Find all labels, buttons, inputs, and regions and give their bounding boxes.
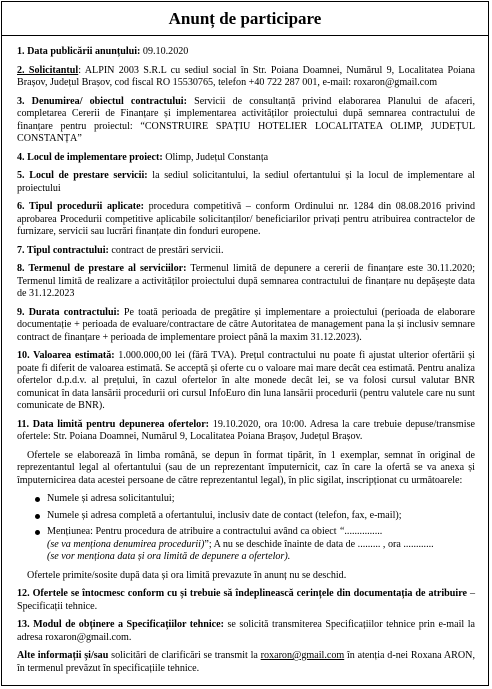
item-label: 5. Locul de prestare servicii:: [17, 170, 148, 181]
bullet-icon: [35, 530, 40, 535]
item-text: contract de prestări servicii.: [108, 244, 224, 256]
item-text: 1.000.000,00 lei (fără TVA). Prețul contractului nu poate fi ajustat ulterior ofertării și poate fi diferit de valoarea estimată. Se acceptă și oferte cu o valoare mai mare decât cea estimată. Pentru analiza ofertelor d.p.d.v. al prețului, în cazul ofertelor în alte monede decât lei, se va folosi cursul valutar BNR comunicat în data lansării procedurii ori cursul InfoEuro din luna lansării procedurii (pentru valutele care nu sunt comunicate de BNR).: [17, 350, 475, 411]
item-procedure-type: [17, 201, 475, 239]
item-text: 09.10.2020: [140, 46, 189, 57]
item-label: 8. Termenul de prestare al serviciilor:: [17, 263, 187, 274]
bullet-icon: [35, 497, 40, 502]
item-label: 9. Durata contractului:: [17, 306, 120, 318]
item-estimated-value: [17, 350, 475, 413]
mention-prefix: Mențiunea: Pentru procedura de atribuire a contractului având ca obiect: [47, 526, 340, 537]
bullet-text: Numele și adresa completă a ofertantului, inclusiv date de contact (telefon, fax, e-mail);: [47, 509, 402, 521]
item-label: 6. Tipul procedurii aplicate:: [17, 201, 144, 212]
announcement-page: [1, 1, 489, 686]
announcement-title: Anunț de participare: [2, 2, 488, 36]
item-label: 13. Modul de obținere a Specificațiilor tehnice:: [17, 619, 224, 630]
item-text: Olimp, Județul Constanța: [162, 151, 269, 163]
item-text: la sediul solicitantului, la sediul ofertantului și la locul de implementare al proiectului: [17, 170, 475, 194]
item-offer-deadline: [17, 419, 475, 444]
item-text: Servicii de consultanță privind elaborarea Planului de afaceri, completarea Cererii de Finanțare și implementarea activităților proiectului după semnarea contractului de finanțare pentru proiectul: “CONSTRUIRE SPAȚIU HOTELIER LOCALITATEA OLIMP, JUDEȚUL CONSTANȚA”: [17, 95, 475, 144]
item-label: 7. Tipul contractului:: [17, 244, 109, 256]
list-item: [37, 510, 475, 523]
item-text: se solicită transmiterea Specificațiilor tehnice prin e-mail la adresa roxaron@gmail.com.: [17, 619, 475, 643]
offers-paragraph: Ofertele se elaborează în limba română, se depun în format tipărit, în 1 exemplar, semnat în original de reprezentantul legal al ofertantului (sau de un reprezentant împuternicit, caz în care la ofertă se va anexa și împuternicirea data acestei persoane de către reprezentantul legal), în plic sigilat, inscripționat cu următoarele:: [17, 449, 475, 486]
late-offers-note: Ofertele primite/sosite după data și ora limită prevazute în anunț nu se deschid.: [27, 569, 347, 581]
item-text: – Specificații tehnice.: [17, 588, 476, 612]
item-specifications: [17, 619, 475, 644]
mention-italic-deadline: (se vor menționa data și ora limită de depunere a ofertelor).: [47, 551, 291, 562]
other-information: [17, 650, 475, 675]
other-info-label: Alte informații și/sau: [17, 650, 109, 661]
item-text: Pe toată perioada de pregătire și implementare a proiectului (perioada de elaborare documentație + perioada de evaluare/contractare de către Autoritatea de management pana la și inclusiv semnare contract de finanțare + perioada de implementare proiect până la maxim 31.12.2023).: [17, 306, 475, 343]
envelope-inscription-list: [37, 493, 475, 564]
item-contract-type: [17, 245, 475, 258]
item-text: procedura competitivă – conform Ordinului nr. 1284 din 08.08.2016 privind aprobarea Procedurii competitive aplicabile solicitanților/ beneficiarilor privați pentru atribuirea contractelor de furnizare, servicii sau lucrări finanțate din fonduri europene.: [17, 201, 475, 237]
item-label: 1. Data publicării anunțului:: [17, 46, 141, 57]
item-label: 2. Solicitantul: [17, 64, 79, 76]
item-text: Termenul limită de depunere a cererii de finanțare este 30.11.2020; Termenul limită de realizare a activităților proiectului după semnarea contractului de finanțare nu depășește data de 31.12.2023: [17, 263, 475, 299]
list-item: [37, 493, 475, 506]
item-service-term: [17, 263, 475, 301]
list-item: [37, 526, 475, 564]
item-text: 19.10.2020, ora 10:00. Adresa la care trebuie depuse/transmise ofertele: Str. Poiana Doamnei, Numărul 9, Localitatea Poiana Brașov, Județul Brașov.: [17, 418, 475, 442]
item-implementation-place: [17, 152, 475, 165]
announcement-body: [2, 36, 488, 675]
item-applicant: [17, 65, 475, 90]
item-label: 4. Locul de implementare proiect:: [17, 151, 163, 163]
other-info-text: solicitări de clarificări se transmit la: [108, 650, 261, 661]
mention-mid: ”; A nu se deschide înainte de data de ......... , ora ............: [204, 538, 434, 550]
bullet-text: Numele și adresa solicitantului;: [47, 493, 175, 504]
item-publication-date: [17, 46, 475, 59]
item-contract-object: [17, 96, 475, 146]
contact-email-link[interactable]: roxaron@gmail.com: [260, 650, 345, 661]
item-documentation: [17, 588, 475, 613]
item-contract-duration: [17, 307, 475, 345]
mention-blank: “...............: [339, 526, 383, 537]
item-label: 3. Denumirea/ obiectul contractului:: [17, 95, 187, 107]
item-label: 11. Data limită pentru depunerea ofertelor:: [17, 418, 210, 430]
item-label: 10. Valoarea estimată:: [17, 350, 115, 361]
mention-italic-note: (se va menționa denumirea procedurii): [47, 538, 205, 550]
item-text: : ALPIN 2003 S.R.L cu sediul social în Str. Poiana Doamnei, Numărul 9, Localitatea Poiana Brașov, Județul Brașov, cod fiscal RO 15530765, telefon +40 722 287 001, e-mail: roxaron@gmail.com: [17, 64, 475, 88]
item-service-place: [17, 170, 475, 195]
other-info-text-end: în atenția d-nei Roxana ARON, în termenul prevăzut în specificațiile tehnice.: [17, 650, 475, 674]
bullet-icon: [35, 514, 40, 519]
item-label: 12. Ofertele se întocmesc conform cu și trebuie să îndeplinească cerințele din documentația de atribuire: [17, 588, 467, 599]
